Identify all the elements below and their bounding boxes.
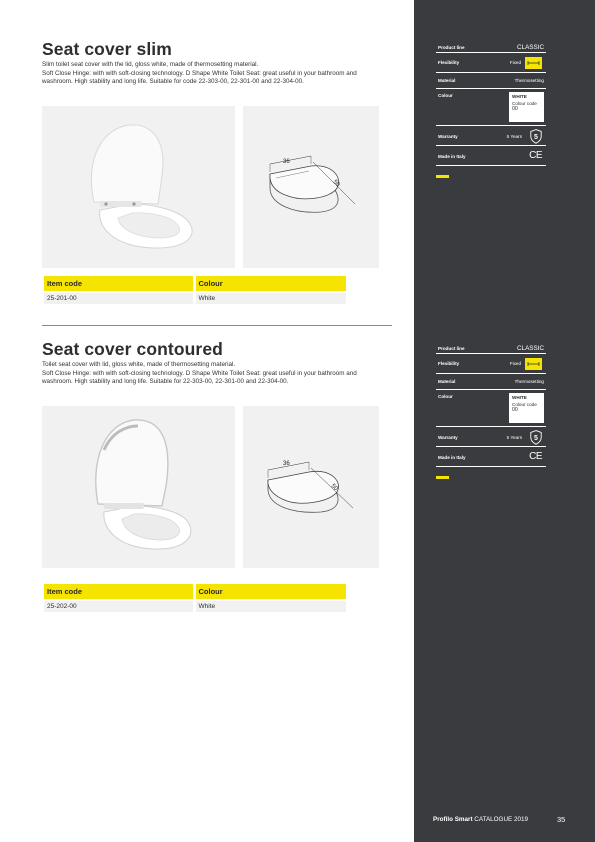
header-item-code: Item code [44,276,194,292]
item-code-cell: 25-202-00 [44,600,194,612]
product-photo [42,106,235,268]
spec-row-product-line [436,43,546,53]
colour-code: 00 [512,407,518,413]
table-row [44,600,346,612]
header-colour: Colour [194,584,346,600]
product-description: Toilet seat cover with lid, gloss white, made of thermosetting material. Soft Close Hinge: with with soft-closing technology. D Shape White Toilet Seat: great useful in your bathroom and washroom. High stability and long life. Suitable for 22-303-00, 22-301-00 and 22-304-00. [42,361,357,386]
technical-drawing [243,106,379,268]
spec-value: 5 Years [506,134,522,139]
fixed-hinge-icon [525,358,542,370]
product-images [42,106,392,268]
spec-value: Thermosetting [514,379,544,384]
length-dimension: 50 [329,483,339,493]
header-item-code: Item code [44,584,194,600]
catalogue-label: CATALOGUE 2019 [474,816,528,823]
svg-text:5: 5 [534,435,538,442]
svg-text:5: 5 [534,134,538,141]
spec-row-made-in-italy [436,447,546,467]
brand-name: Profilo Smart [433,816,473,823]
item-code-table [44,276,346,304]
spec-value: 5 Years [506,435,522,440]
spec-label: Product line [438,346,465,351]
product-title: Seat cover slim [42,39,172,59]
spec-panel-slim [436,43,546,178]
technical-drawing [243,406,379,568]
width-dimension: 36 [283,159,290,165]
spec-label: Product line [438,45,465,50]
colour-cell: White [194,292,346,304]
warranty-shield-icon [530,430,542,445]
section-divider [42,325,392,326]
length-dimension: 50 [331,179,341,189]
product-photo [42,406,235,568]
accent-bar [436,175,449,178]
colour-code-label: Colour code [512,402,537,407]
colour-swatch [509,92,544,122]
page-number: 35 [557,815,566,824]
spec-row-warranty [436,427,546,447]
product-images [42,406,392,568]
spec-label: Material [438,78,456,83]
spec-row-flexibility [436,354,546,374]
colour-name: WHITE [512,395,527,400]
spec-label: Warranty [438,435,458,440]
seat-drawing-illustration [243,106,379,268]
header-colour: Colour [194,276,346,292]
spec-row-colour [436,89,546,126]
spec-row-material [436,374,546,390]
catalogue-footer [433,816,528,823]
colour-code-label: Colour code [512,101,537,106]
product-title: Seat cover contoured [42,339,223,359]
spec-label: Made in Italy [438,455,466,460]
spec-label: Made in Italy [438,154,466,159]
colour-cell: White [194,600,346,612]
spec-label: Flexibility [438,361,460,366]
spec-row-made-in-italy [436,146,546,166]
product-section-slim [42,38,392,302]
seat-photo-illustration [42,106,235,268]
colour-name: WHITE [512,94,527,99]
ce-mark-icon: CE [529,150,542,161]
item-code-table [44,584,346,612]
spec-value: CLASSIC [517,345,544,352]
spec-value: Thermosetting [514,78,544,83]
spec-value: CLASSIC [517,44,544,51]
spec-row-product-line [436,344,546,354]
spec-value: Fixed [509,60,521,65]
spec-value: Fixed [509,361,521,366]
spec-row-warranty [436,126,546,146]
spec-label: Colour [438,93,453,98]
item-code-cell: 25-201-00 [44,292,194,304]
accent-bar [436,476,449,479]
colour-code: 00 [512,106,518,112]
spec-label: Warranty [438,134,458,139]
table-row [44,292,346,304]
spec-row-flexibility [436,53,546,73]
spec-label: Colour [438,394,453,399]
ce-mark-icon: CE [529,451,542,462]
colour-swatch [509,393,544,423]
warranty-shield-icon [530,129,542,144]
spec-label: Material [438,379,456,384]
width-dimension: 36 [283,461,290,467]
table-header-row [44,276,346,292]
seat-drawing-illustration [243,406,379,568]
spec-panel-contoured [436,344,546,479]
spec-row-material [436,73,546,89]
fixed-hinge-icon [525,57,542,69]
spec-row-colour [436,390,546,427]
seat-photo-illustration [42,406,235,568]
table-header-row [44,584,346,600]
spec-label: Flexibility [438,60,460,65]
product-section-contoured [42,338,392,610]
product-description: Slim toilet seat cover with the lid, gloss white, made of thermosetting material. Soft Close Hinge: with with soft-closing technology. D Shape White Toilet Seat: great useful in your bathroom and washroom. High stability and long life. Suitable for code 22-303-00, 22-301-00 and 22-304-00. [42,61,357,86]
